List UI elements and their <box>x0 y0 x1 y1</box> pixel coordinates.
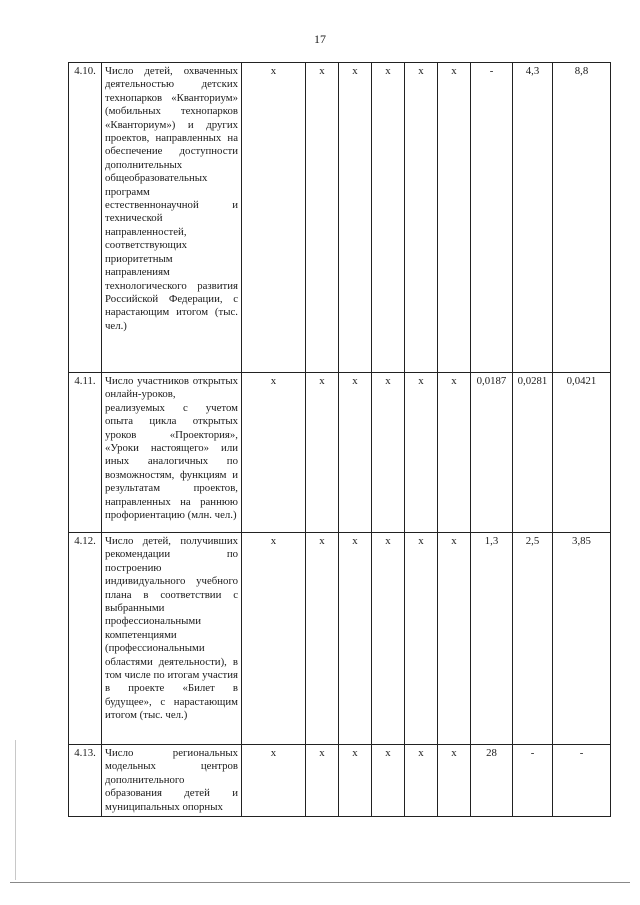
value-cell: х <box>242 533 306 745</box>
value-cell: 0,0281 <box>513 373 553 533</box>
value-cell: 3,85 <box>553 533 611 745</box>
value-cell: - <box>553 745 611 817</box>
value-cell: 28 <box>471 745 513 817</box>
scan-bottom-rule <box>10 882 630 883</box>
value-cell: 2,5 <box>513 533 553 745</box>
value-cell: 0,0421 <box>553 373 611 533</box>
table-row <box>69 533 611 745</box>
value-cell: х <box>438 745 471 817</box>
value-cell: х <box>242 745 306 817</box>
value-cell: х <box>372 745 405 817</box>
value-cell: х <box>405 63 438 373</box>
value-cell: х <box>242 63 306 373</box>
value-cell: х <box>242 373 306 533</box>
table-row <box>69 373 611 533</box>
value-cell: х <box>438 533 471 745</box>
value-cell: 0,0187 <box>471 373 513 533</box>
value-cell: х <box>405 373 438 533</box>
value-cell: х <box>339 373 372 533</box>
row-number: 4.11. <box>69 373 102 533</box>
value-cell: х <box>372 63 405 373</box>
value-cell: 4,3 <box>513 63 553 373</box>
table-row <box>69 63 611 373</box>
row-description: Число детей, получивших рекомендации по построению индивидуального учебного плана в соответствии с выбранными профессиональными компетенциями (профессиональными областями деятельности), в том числе по итогам участия в проекте «Билет в будущее», с нарастающим итогом (тыс. чел.) <box>102 533 242 745</box>
value-cell: х <box>306 63 339 373</box>
row-description: Число детей, охваченных деятельностью детских технопарков «Кванториум» (мобильных технопарков «Кванториум») и других проектов, направленных на обеспечение доступности дополнительных общеобразовательных программ естественнонаучной и технической направленностей, соответствующих приоритетным направлениям технологического развития Российской Федерации, с нарастающим итогом (тыс. чел.) <box>102 63 242 373</box>
scan-margin-line <box>15 740 16 880</box>
row-number: 4.13. <box>69 745 102 817</box>
row-description: Число региональных модельных центров дополнительного образования детей и муниципальных опорных <box>102 745 242 817</box>
value-cell: - <box>471 63 513 373</box>
value-cell: х <box>438 373 471 533</box>
value-cell: х <box>306 745 339 817</box>
value-cell: х <box>339 533 372 745</box>
table-row <box>69 745 611 817</box>
value-cell: - <box>513 745 553 817</box>
value-cell: х <box>438 63 471 373</box>
value-cell: х <box>339 63 372 373</box>
indicators-table <box>68 62 611 817</box>
value-cell: х <box>405 533 438 745</box>
value-cell: 8,8 <box>553 63 611 373</box>
value-cell: х <box>372 373 405 533</box>
row-description: Число участников открытых онлайн-уроков, реализуемых с учетом опыта цикла открытых уроков «Проектория», «Уроки настоящего» или иных аналогичных по возможностям, функциям и результатам проектов, направленных на раннюю профориентацию (млн. чел.) <box>102 373 242 533</box>
value-cell: х <box>339 745 372 817</box>
value-cell: х <box>306 533 339 745</box>
page-number: 17 <box>314 32 326 46</box>
row-number: 4.10. <box>69 63 102 373</box>
value-cell: х <box>306 373 339 533</box>
value-cell: х <box>405 745 438 817</box>
row-number: 4.12. <box>69 533 102 745</box>
value-cell: 1,3 <box>471 533 513 745</box>
value-cell: х <box>372 533 405 745</box>
